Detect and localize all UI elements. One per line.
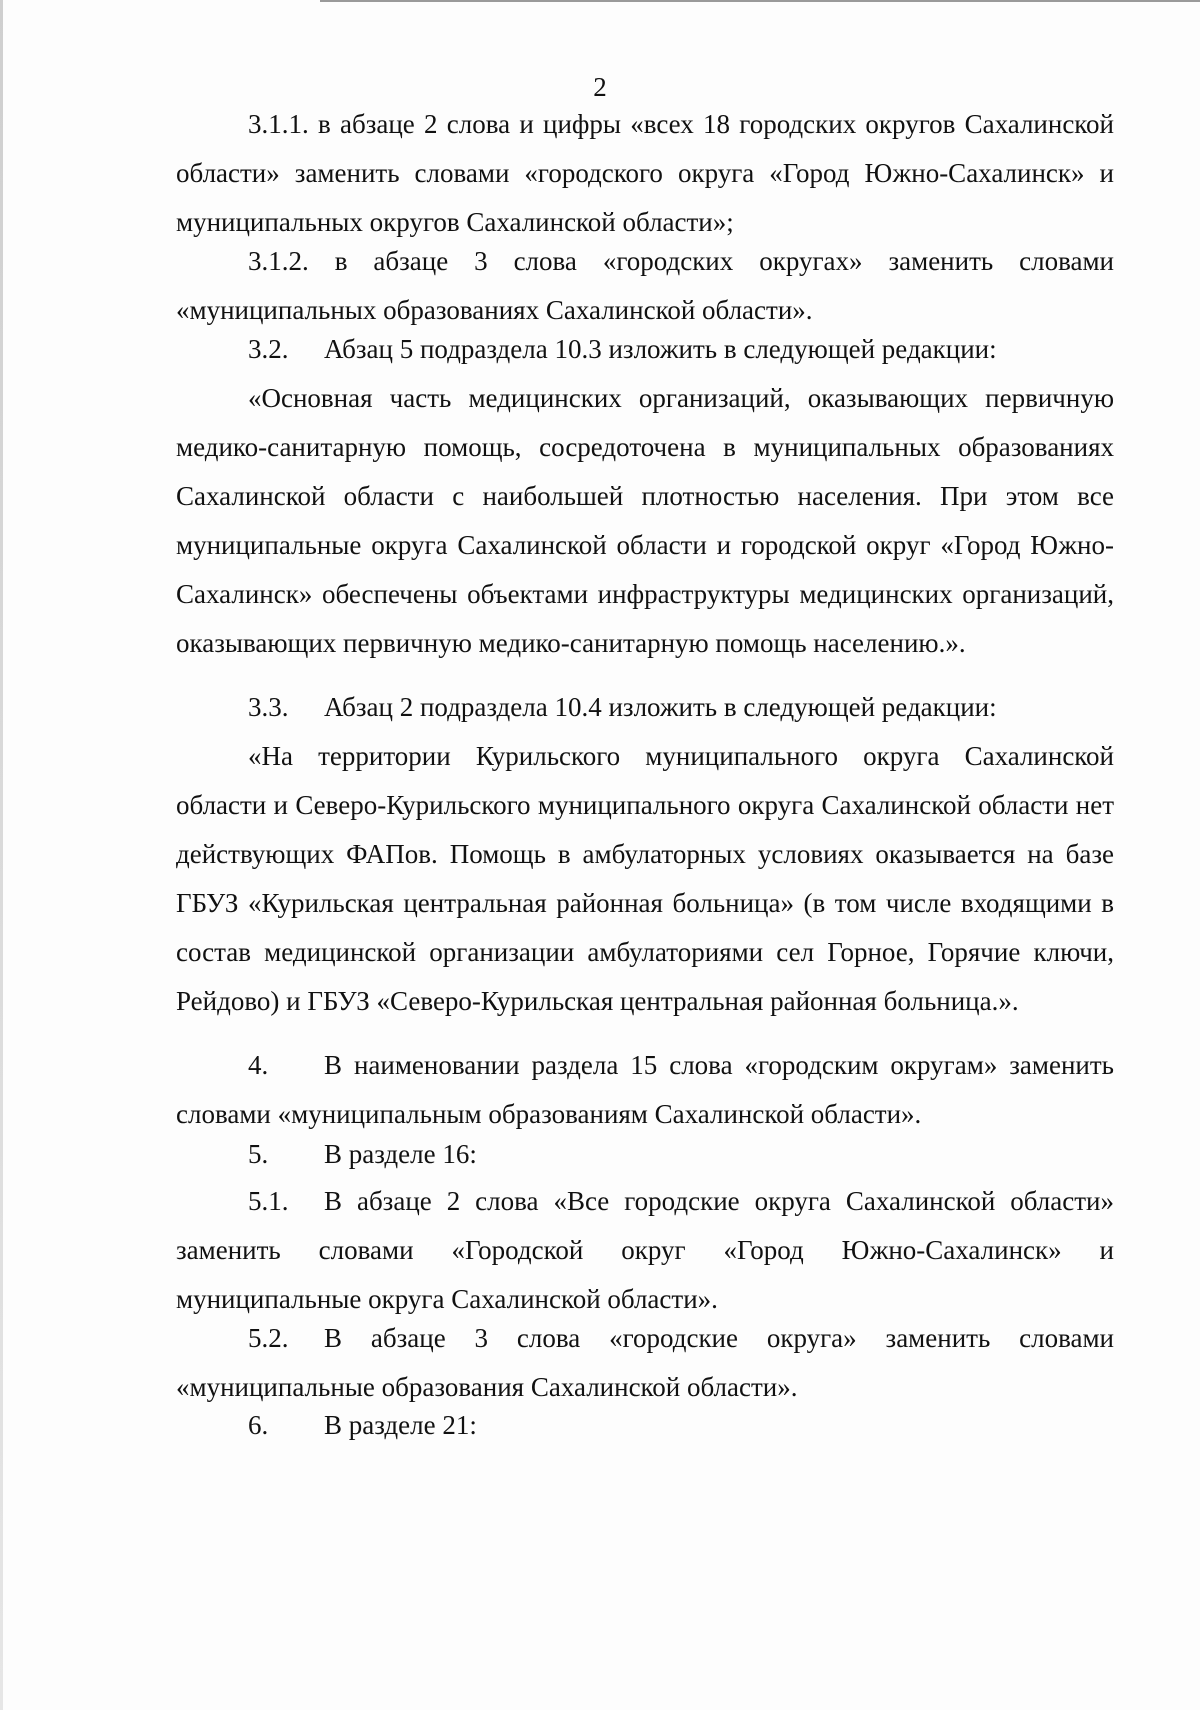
paragraph-3-2 [176, 325, 1114, 374]
paragraph-5 [176, 1130, 1114, 1179]
paragraph-6 [176, 1401, 1114, 1450]
paragraph-4 [176, 1041, 1114, 1139]
paragraph-text: В абзаце 2 слова «Все городские округа Сахалинской области» заменить словами «Городской округ «Город Южно-Сахалинск» и муниципальные округа Сахалинской области». [176, 1186, 1114, 1314]
paragraph-text: В абзаце 3 слова «городские округа» заменить словами «муниципальные образования Сахалинской области». [176, 1323, 1114, 1402]
scan-edge [0, 0, 3, 1710]
paragraph-number: 3.3. [248, 692, 289, 722]
page-number: 2 [593, 72, 607, 102]
paragraph-number: 3.2. [248, 334, 289, 364]
paragraph-text: В разделе 16: [324, 1139, 477, 1169]
paragraph-number: 5.2. [248, 1323, 289, 1353]
paragraph-text: Абзац 2 подраздела 10.4 изложить в следующей редакции: [324, 692, 997, 722]
paragraph-3-1-1 [176, 100, 1114, 247]
paragraph-number: 5.1. [248, 1186, 289, 1216]
paragraph-text: 3.1.1. в абзаце 2 слова и цифры «всех 18 городских округов Сахалинской области» заменить словами «городского округа «Город Южно-Сахалинск» и муниципальных округов Сахалинской области»; [176, 109, 1114, 237]
paragraph-text: 3.1.2. в абзаце 3 слова «городских округах» заменить словами «муниципальных образованиях Сахалинской области». [176, 246, 1114, 325]
paragraph-text: В разделе 21: [324, 1410, 477, 1440]
paragraph-5-1 [176, 1177, 1114, 1324]
paragraph-text: «На территории Курильского муниципального округа Сахалинской области и Северо-Курильского муниципального округа Сахалинской области нет действующих ФАПов. Помощь в амбулаторных условиях оказывается на базе ГБУЗ «Курильская центральная районная больница» (в том числе входящими в состав медицинской организации амбулаториями сел Горное, Горячие ключи, Рейдово) и ГБУЗ «Северо-Курильская центральная районная больница.». [176, 741, 1114, 1016]
paragraph-3-3 [176, 683, 1114, 732]
paragraph-number: 6. [248, 1410, 269, 1440]
paragraph-3-1-2 [176, 237, 1114, 335]
paragraph-text: В наименовании раздела 15 слова «городским округам» заменить словами «муниципальным образованиям Сахалинской области». [176, 1050, 1114, 1129]
paragraph-text: Абзац 5 подраздела 10.3 изложить в следующей редакции: [324, 334, 997, 364]
paragraph-text: «Основная часть медицинских организаций, оказывающих первичную медико-санитарную помощь, сосредоточена в муниципальных образованиях Сахалинской области с наибольшей плотностью населения. При этом все муниципальные округа Сахалинской области и городской округ «Город Южно-Сахалинск» обеспечены объектами инфраструктуры медицинских организаций, оказывающих первичную медико-санитарную помощь населению.». [176, 383, 1114, 658]
top-rule [320, 0, 1200, 2]
paragraph-number: 4. [248, 1050, 269, 1080]
paragraph-quote-10-3 [176, 374, 1114, 668]
paragraph-number: 5. [248, 1139, 269, 1169]
paragraph-5-2 [176, 1314, 1114, 1412]
paragraph-quote-10-4 [176, 732, 1114, 1026]
